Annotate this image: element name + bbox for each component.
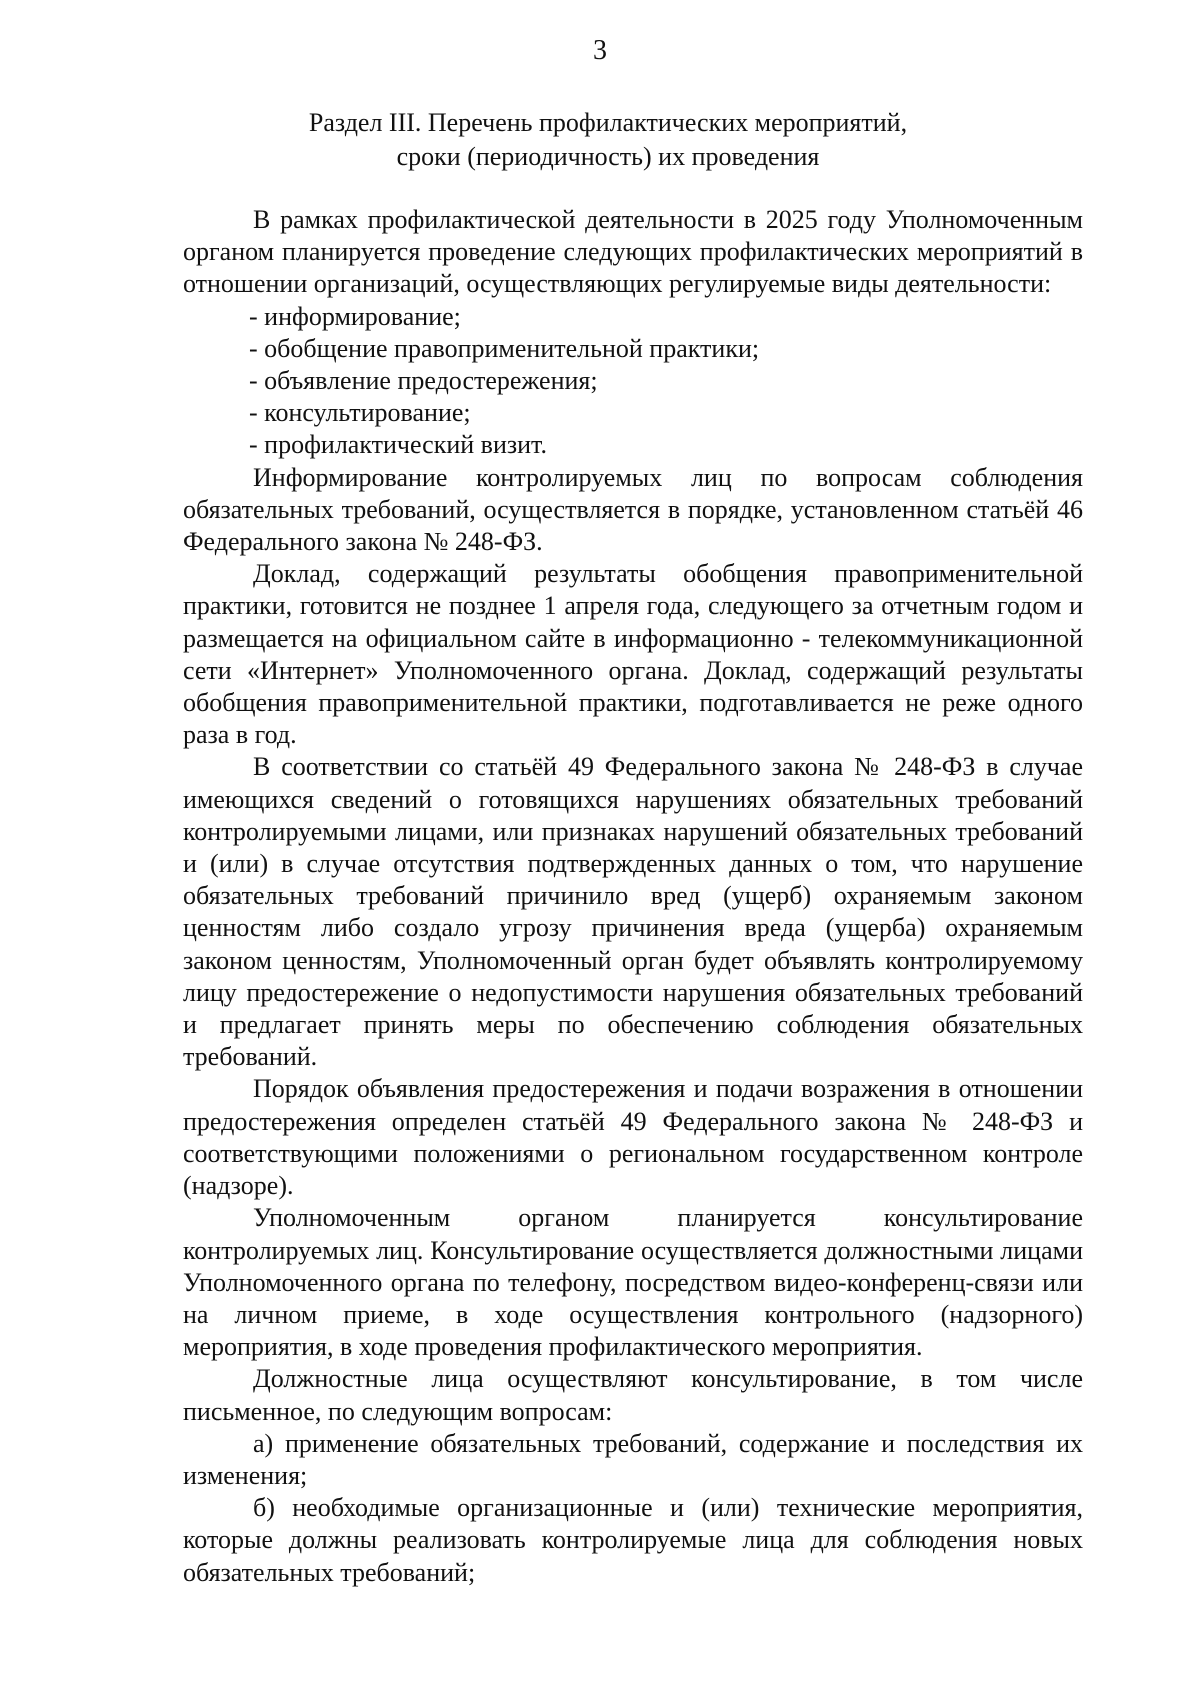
consulting-paragraph: Уполномоченным органом планируется консультирование контролируемых лиц. Консультирование осуществляется должностными лицами Уполномоченного органа по телефону, посредством видео-конференц-связи или на личном приеме, в ходе осуществления контрольного (надзорного) мероприятия, в ходе проведения профилактического мероприятия. xyxy=(183,1203,1083,1362)
section-heading-line-2: сроки (периодичность) их проведения xyxy=(396,142,820,171)
list-item: - консультирование; xyxy=(249,398,471,428)
list-item: - информирование; xyxy=(249,301,461,331)
measures-list xyxy=(183,301,1083,462)
procedure-paragraph: Порядок объявления предостережения и подачи возражения в отношении предостережения определен статьёй 49 Федерального закона № 248-ФЗ и соответствующими положениями о региональном государственном контроле (надзоре). xyxy=(183,1074,1083,1201)
question-item: б) необходимые организационные и (или) технические мероприятия, которые должны реализовать контролируемые лица для соблюдения новых обязательных требований; xyxy=(183,1493,1083,1587)
list-item: - объявление предостережения; xyxy=(249,366,598,396)
list-item: - обобщение правоприменительной практики; xyxy=(249,333,760,363)
intro-paragraph: В рамках профилактической деятельности в 2025 году Уполномоченным органом планируется проведение следующих профилактических мероприятий в отношении организаций, осуществляющих регулируемые виды деятельности: xyxy=(183,205,1083,299)
section-heading xyxy=(183,106,1033,174)
officials-paragraph: Должностные лица осуществляют консультирование, в том числе письменное, по следующим вопросам: xyxy=(183,1364,1083,1426)
question-item: а) применение обязательных требований, содержание и последствия их изменения; xyxy=(183,1428,1083,1490)
informing-paragraph: Информирование контролируемых лиц по вопросам соблюдения обязательных требований, осуществляется в порядке, установленном статьёй 46 Федерального закона № 248-ФЗ. xyxy=(183,462,1083,557)
report-paragraph: Доклад, содержащий результаты обобщения правоприменительной практики, готовится не позднее 1 апреля года, следующего за отчетным годом и размещается на официальном сайте в информационно - телекоммуникационной сети «Интернет» Уполномоченного органа. Доклад, содержащий результаты обобщения правоприменительной практики, подготавливается не реже одного раза в год. xyxy=(183,559,1083,750)
warning-paragraph: В соответствии со статьёй 49 Федерального закона № 248-ФЗ в случае имеющихся сведений о готовящихся нарушениях обязательных требований контролируемыми лицами, или признаках нарушений обязательных требований и (или) в случае отсутствия подтвержденных данных о том, что нарушение обязательных требований причинило вред (ущерб) охраняемым законом ценностям либо создало угрозу причинения вреда (ущерба) охраняемым законом ценностям, Уполномоченный орган будет объявлять контролируемому лицу предостережение о недопустимости нарушения обязательных требований и предлагает принять меры по обеспечению соблюдения обязательных требований. xyxy=(183,752,1083,1072)
page-number: 3 xyxy=(593,35,607,66)
document-body xyxy=(183,204,1083,1589)
section-heading-line-1: Раздел III. Перечень профилактических мероприятий, xyxy=(308,108,908,137)
list-item: - профилактический визит. xyxy=(249,430,547,460)
